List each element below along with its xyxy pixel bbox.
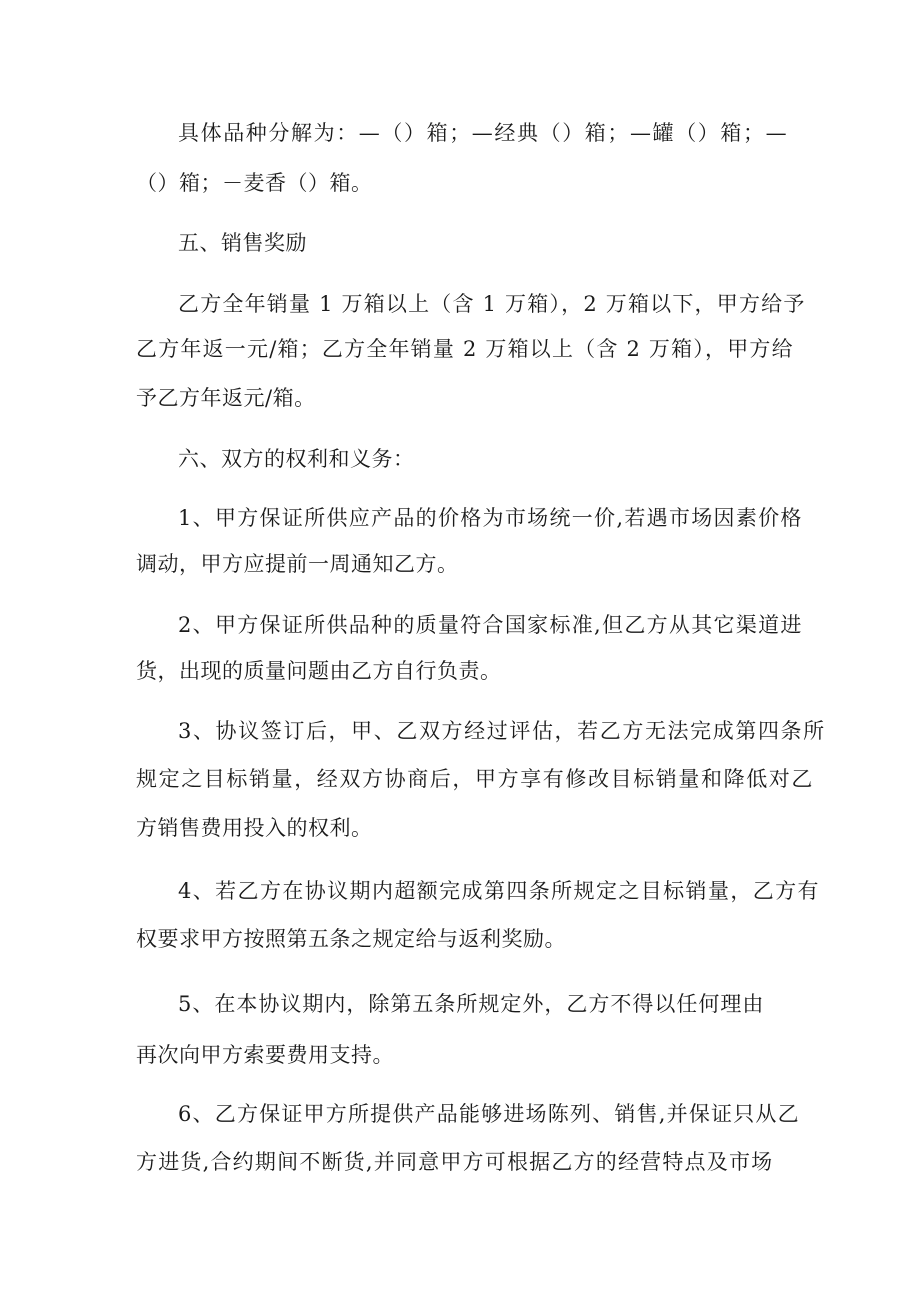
product-breakdown-line-1: 具体品种分解为：—（）箱；—经典（）箱；—罐（）箱；— [178,121,789,145]
clause-2-line-1: 2、甲方保证所供品种的质量符合国家标准,但乙方从其它渠道进 [178,613,803,637]
clause-3-line-1: 3、协议签订后，甲、乙双方经过评估，若乙方无法完成第四条所 [178,719,826,743]
sales-reward-line-2: 乙方年返一元/箱；乙方全年销量 2 万箱以上（含 2 万箱），甲方给 [136,337,794,361]
sales-reward-line-1: 乙方全年销量 1 万箱以上（含 1 万箱），2 万箱以下，甲方给予 [178,292,806,316]
section-heading-rights-obligations: 六、双方的权利和义务： [178,447,415,471]
clause-1-line-1: 1、甲方保证所供应产品的价格为市场统一价,若遇市场因素价格 [178,506,803,530]
clause-6-line-2: 方进货,合约期间不断货,并同意甲方可根据乙方的经营特点及市场 [136,1150,774,1174]
clause-5-line-1: 5、在本协议期内，除第五条所规定外，乙方不得以任何理由 [178,992,765,1016]
clause-3-line-2: 规定之目标销量，经双方协商后，甲方享有修改目标销量和降低对乙 [136,767,814,791]
product-breakdown-line-2: （）箱；－麦香（）箱。 [136,171,373,195]
clause-4-line-1: 4、若乙方在协议期内超额完成第四条所规定之目标销量，乙方有 [178,879,820,903]
clause-1-line-2: 调动，甲方应提前一周通知乙方。 [136,552,459,576]
clause-6-line-1: 6、乙方保证甲方所提供产品能够进场陈列、销售,并保证只从乙 [178,1102,800,1126]
clause-4-line-2: 权要求甲方按照第五条之规定给与返利奖励。 [136,927,566,951]
clause-2-line-2: 货，出现的质量问题由乙方自行负责。 [136,659,502,683]
clause-5-line-2: 再次向甲方索要费用支持。 [136,1043,394,1067]
clause-3-line-3: 方销售费用投入的权利。 [136,816,373,840]
sales-reward-line-3: 予乙方年返元/箱。 [136,386,316,410]
section-heading-sales-reward: 五、销售奖励 [178,231,307,255]
